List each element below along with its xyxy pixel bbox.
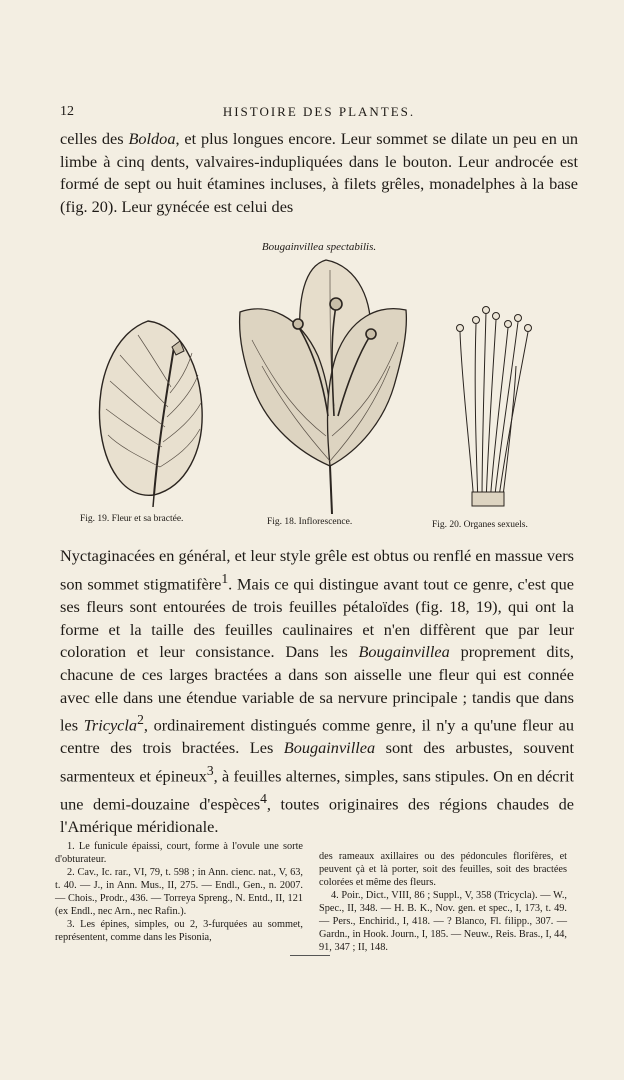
inflorescence-illustration <box>238 256 408 516</box>
figure-title: Bougainvillea spectabilis. <box>261 241 377 253</box>
paragraph-main: Nyctaginacées en général, et leur style grêle est obtus ou renflé en massue vers son sommet stigmatifère$^1$. Mais ce qui distingue avant tout ce genre, c'est que ses fleurs sont entourées de trois feuilles pétaloïdes (fig. 18, 19), qui ont la forme et la taille des feuilles caulinaires et n'en diffèrent que par leur coloration et leur consistance. Dans les Bougainvillea proprement dits, chacune de ces larges bractées a dans son aisselle une fleur qui est connée avec elle dans une étendue variable de sa nervure principale ; tandis que dans les Tricycla$^2$, ordinairement distingués comme genre, il n'y a qu'une fleur au centre des trois bractées. Les Bougainvillea sont des arbustes, souvent sarmenteux et épineux$^3$, à feuilles alternes, simples, sans stipules. On en décrit une demi-douzaine d'espèces$^4$, toutes originaires des régions chaudes de l'Amérique méridionale. <box>60 546 575 837</box>
caption-fig-18: Fig. 18. Inflorescence. <box>267 517 353 527</box>
footnote-2: 2. Cav., Ic. rar., VI, 79, t. 598 ; in Ann. cienc. nat., V, 63, t. 40. — J., in Ann. Mus., II, 275. — Endl., Gen., n. 2007. — Chois., Prodr., 436. — Torreya Spreng., N. Entd., II, 121 (ex Endl., nec Arn., nec Rafin.). <box>55 867 303 917</box>
running-title: HISTOIRE DES PLANTES. <box>222 104 416 119</box>
body-text-main <box>60 545 574 839</box>
page-number: 12 <box>60 104 74 119</box>
paragraph-continued: celles des Boldoa, et plus longues encore. Leur sommet se dilate un peu en un limbe à cinq dents, valvaires-indupliquées dans le bouton. Leur androcée est formé de sept ou huit étamines incluses, à filets grêles, monadelphes à la base (fig. 20). Leur gynécée est celui des <box>60 129 579 216</box>
footnotes-right-column <box>319 850 567 954</box>
sexual-organs-illustration <box>452 306 542 512</box>
bract-leaf-illustration <box>96 317 208 507</box>
page-header <box>60 104 578 124</box>
caption-fig-19: Fig. 19. Fleur et sa bractée. <box>80 514 184 524</box>
footnote-rule <box>290 955 330 956</box>
footnote-3-continued: des rameaux axillaires ou des pédoncules florifères, et peuvent çà et là porter, soit des feuilles, soit des bractées colorées et même des fleurs. <box>319 851 567 888</box>
body-text-top <box>60 128 578 218</box>
caption-fig-20: Fig. 20. Organes sexuels. <box>432 520 528 530</box>
footnote-4: 4. Poir., Dict., VIII, 86 ; Suppl., V, 358 (Tricycla). — W., Spec., II, 348. — H. B. K., Nov. gen. et spec., I, 173, t. 49. — Pers., Enchirid., I, 418. — ? Blanco, Fl. filipp., 307. — Gardn., in Hook. Journ., I, 185. — Neuw., Reis. Bras., I, 44, 91, 347 ; II, 148. <box>319 890 567 953</box>
footnote-3: 3. Les épines, simples, ou 2, 3-furquées au sommet, représentent, comme dans les Pisonia, <box>55 919 303 943</box>
figure-plate <box>60 252 578 532</box>
footnotes-left-column <box>55 840 303 944</box>
footnote-1: 1. Le funicule épaissi, court, forme à l'ovule une sorte d'obturateur. <box>55 841 303 865</box>
